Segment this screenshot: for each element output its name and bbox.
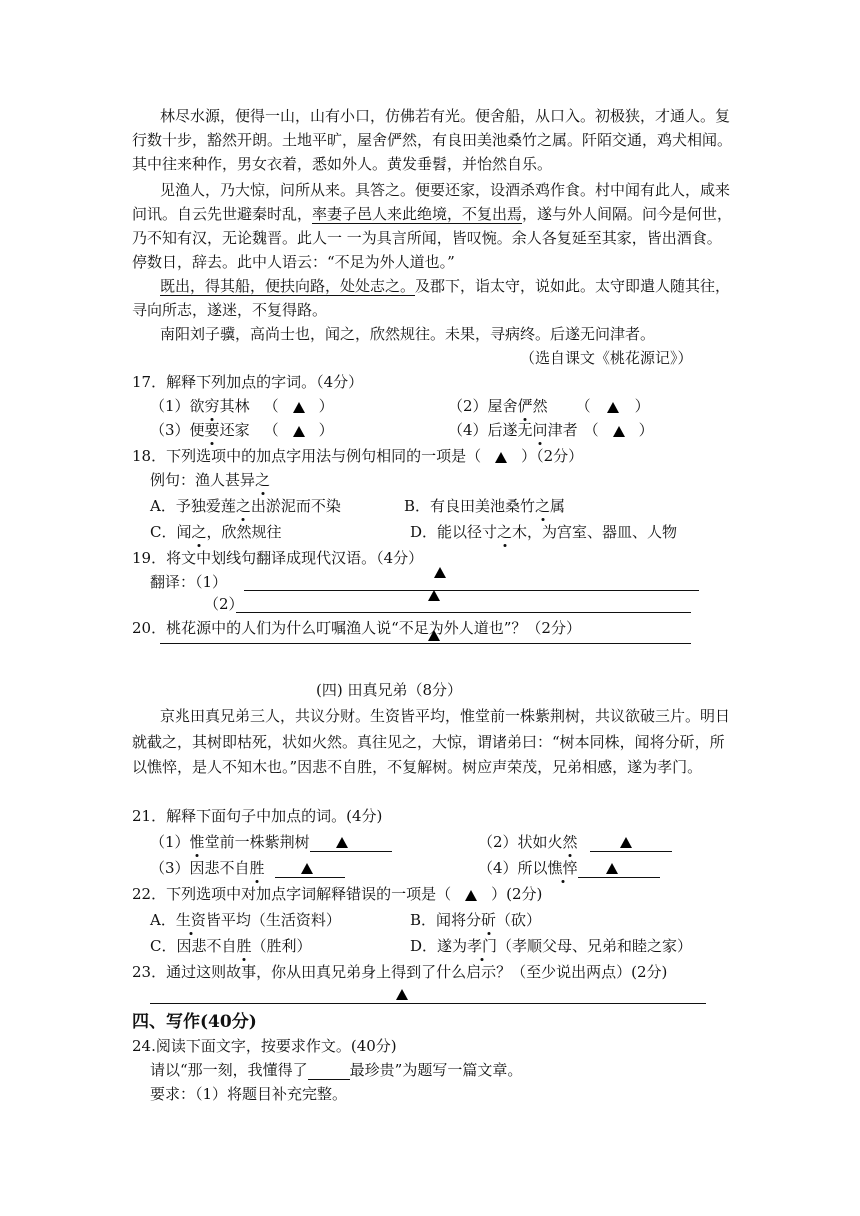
q18-option-d: D．能以径寸之木，为宫室、器皿、人物 — [410, 523, 678, 541]
q17-item-4: （4）后遂无问津者 （ ） — [448, 421, 654, 439]
section-header-writing: 四、写作(40分) — [132, 1012, 257, 1032]
passage-line: 林尽水源，便得一山，山有小口，仿佛若有光。便舍船，从口入。初极狭，才通人。复 — [160, 107, 731, 125]
q21-item-1: （1）惟堂前一株紫荆树 — [150, 832, 392, 852]
q17-item-1: （1）欲穷其林 （ ） — [150, 397, 334, 415]
answer-triangle-icon — [465, 890, 477, 901]
section-title: (四) 田真兄弟（8分） — [316, 681, 463, 699]
answer-triangle-icon — [428, 590, 440, 601]
q22-option-d: D．遂为孝门（孝顺父母、兄弟和睦之家） — [410, 937, 693, 955]
answer-triangle-icon — [607, 402, 619, 413]
answer-triangle-icon — [613, 426, 625, 437]
answer-triangle-icon — [428, 630, 440, 641]
q17-item-2: （2）屋舍俨然 （ ） — [448, 397, 650, 415]
answer-line[interactable] — [160, 643, 691, 644]
passage-line: 问讯。自云先世避秦时乱，率妻子邑人来此绝境，不复出焉，遂与外人间隔。问今是何世， — [132, 205, 733, 223]
answer-triangle-icon — [620, 837, 632, 848]
answer-triangle-icon — [293, 426, 305, 437]
q21-item-4: （4）所以憔悴 — [478, 858, 660, 878]
question-20-stem: 20．桃花源中的人们为什么叮嘱渔人说“不足为外人道也”？（2分） — [132, 619, 581, 637]
passage-line: 乃不知有汉，无论魏晋。此人一 一为具言所闻，皆叹惋。余人各复延至其家，皆出酒食。 — [132, 229, 722, 247]
source-note: （选自课文《桃花源记》） — [520, 349, 693, 367]
underlined-sentence-2: 既出，得其船，便扶向路，处处志之。 — [160, 277, 416, 295]
underlined-sentence-1: 率妻子邑人来此绝境，不复出焉 — [312, 205, 523, 223]
answer-triangle-icon — [495, 452, 507, 463]
passage-line: 行数十步，豁然开朗。土地平旷，屋舍俨然，有良田美池桑竹之属。阡陌交通，鸡犬相闻。 — [132, 131, 733, 149]
passage-line: 既出，得其船，便扶向路，处处志之。及郡下，诣太守，说如此。太守即遣人随其往， — [160, 277, 731, 295]
passage-line: 见渔人，乃大惊，问所从来。具答之。便要还家，设酒杀鸡作食。村中闻有此人，咸来 — [160, 181, 731, 199]
passage-line: 以憔悴，是人不知木也。”因悲不自胜，不复解树。树应声荣茂，兄弟相感，遂为孝门。 — [132, 758, 703, 776]
answer-triangle-icon — [606, 863, 618, 874]
question-23-stem: 23．通过这则故事，你从田真兄弟身上得到了什么启示？（至少说出两点）(2分) — [132, 963, 668, 981]
q22-option-a: A．生资皆平均（生活资料） — [150, 911, 341, 929]
answer-line[interactable] — [236, 612, 691, 613]
question-18-stem: 18．下列选项中的加点字用法与例句相同的一项是（ ）（2分） — [132, 447, 584, 465]
answer-triangle-icon — [396, 989, 408, 1000]
passage-line: 京兆田真兄弟三人，共议分财。生资皆平均，惟堂前一株紫荆树，共议欲破三片。明日 — [160, 707, 731, 725]
q19-label-1: 翻译：（1） — [150, 573, 228, 591]
answer-line[interactable] — [150, 1003, 706, 1004]
q18-option-b: B．有良田美池桑竹之属 — [404, 497, 566, 515]
passage-line: 寻向所志，遂迷，不复得路。 — [132, 301, 328, 319]
question-19-stem: 19．将文中划线句翻译成现代汉语。（4分） — [132, 549, 424, 567]
q19-label-2: （2） — [204, 595, 244, 613]
answer-line[interactable] — [244, 590, 699, 591]
question-17-stem: 17．解释下列加点的字词。（4分） — [132, 373, 364, 391]
writing-prompt: 请以“那一刻，我懂得了 最珍贵”为题写一篇文章。 — [150, 1061, 523, 1079]
passage-line: 南阳刘子骥，高尚士也，闻之，欣然规往。未果，寻病终。后遂无问津者。 — [160, 325, 656, 343]
passage-line: 停数日，辞去。此中人语云：“不足为外人道也。” — [132, 253, 455, 271]
question-21-stem: 21．解释下面句子中加点的词。(4分) — [132, 807, 383, 825]
question-22-stem: 22．下列选项中对加点字词解释错误的一项是（ ）(2分) — [132, 885, 543, 903]
answer-triangle-icon — [293, 402, 305, 413]
q21-item-3: （3）因悲不自胜 — [150, 858, 345, 878]
question-24-stem: 24.阅读下面文字，按要求作文。(40分) — [132, 1037, 397, 1055]
q18-option-c: C．闻之，欣然规往 — [150, 523, 282, 541]
passage-line: 其中往来种作，男女衣着，悉如外人。黄发垂髫，并怡然自乐。 — [132, 155, 553, 173]
q22-option-c: C．因悲不自胜（胜利） — [150, 937, 312, 955]
q18-option-a: A．予独爱莲之出淤泥而不染 — [150, 497, 341, 515]
q17-item-3: （3）便要还家 （ ） — [150, 421, 334, 439]
answer-triangle-icon — [434, 567, 446, 578]
q21-item-2: （2）状如火然 — [478, 832, 672, 852]
answer-triangle-icon — [301, 863, 313, 874]
passage-line: 就截之，其树即枯死，状如火然。真往见之，大惊，谓诸弟曰：“树本同株，闻将分斫，所 — [132, 733, 725, 751]
answer-triangle-icon — [336, 837, 348, 848]
q18-example: 例句：渔人甚异之 — [150, 471, 271, 489]
writing-requirement: 要求：（1）将题目补充完整。 — [150, 1085, 348, 1103]
q22-option-b: B．闻将分斫（砍） — [410, 911, 542, 929]
